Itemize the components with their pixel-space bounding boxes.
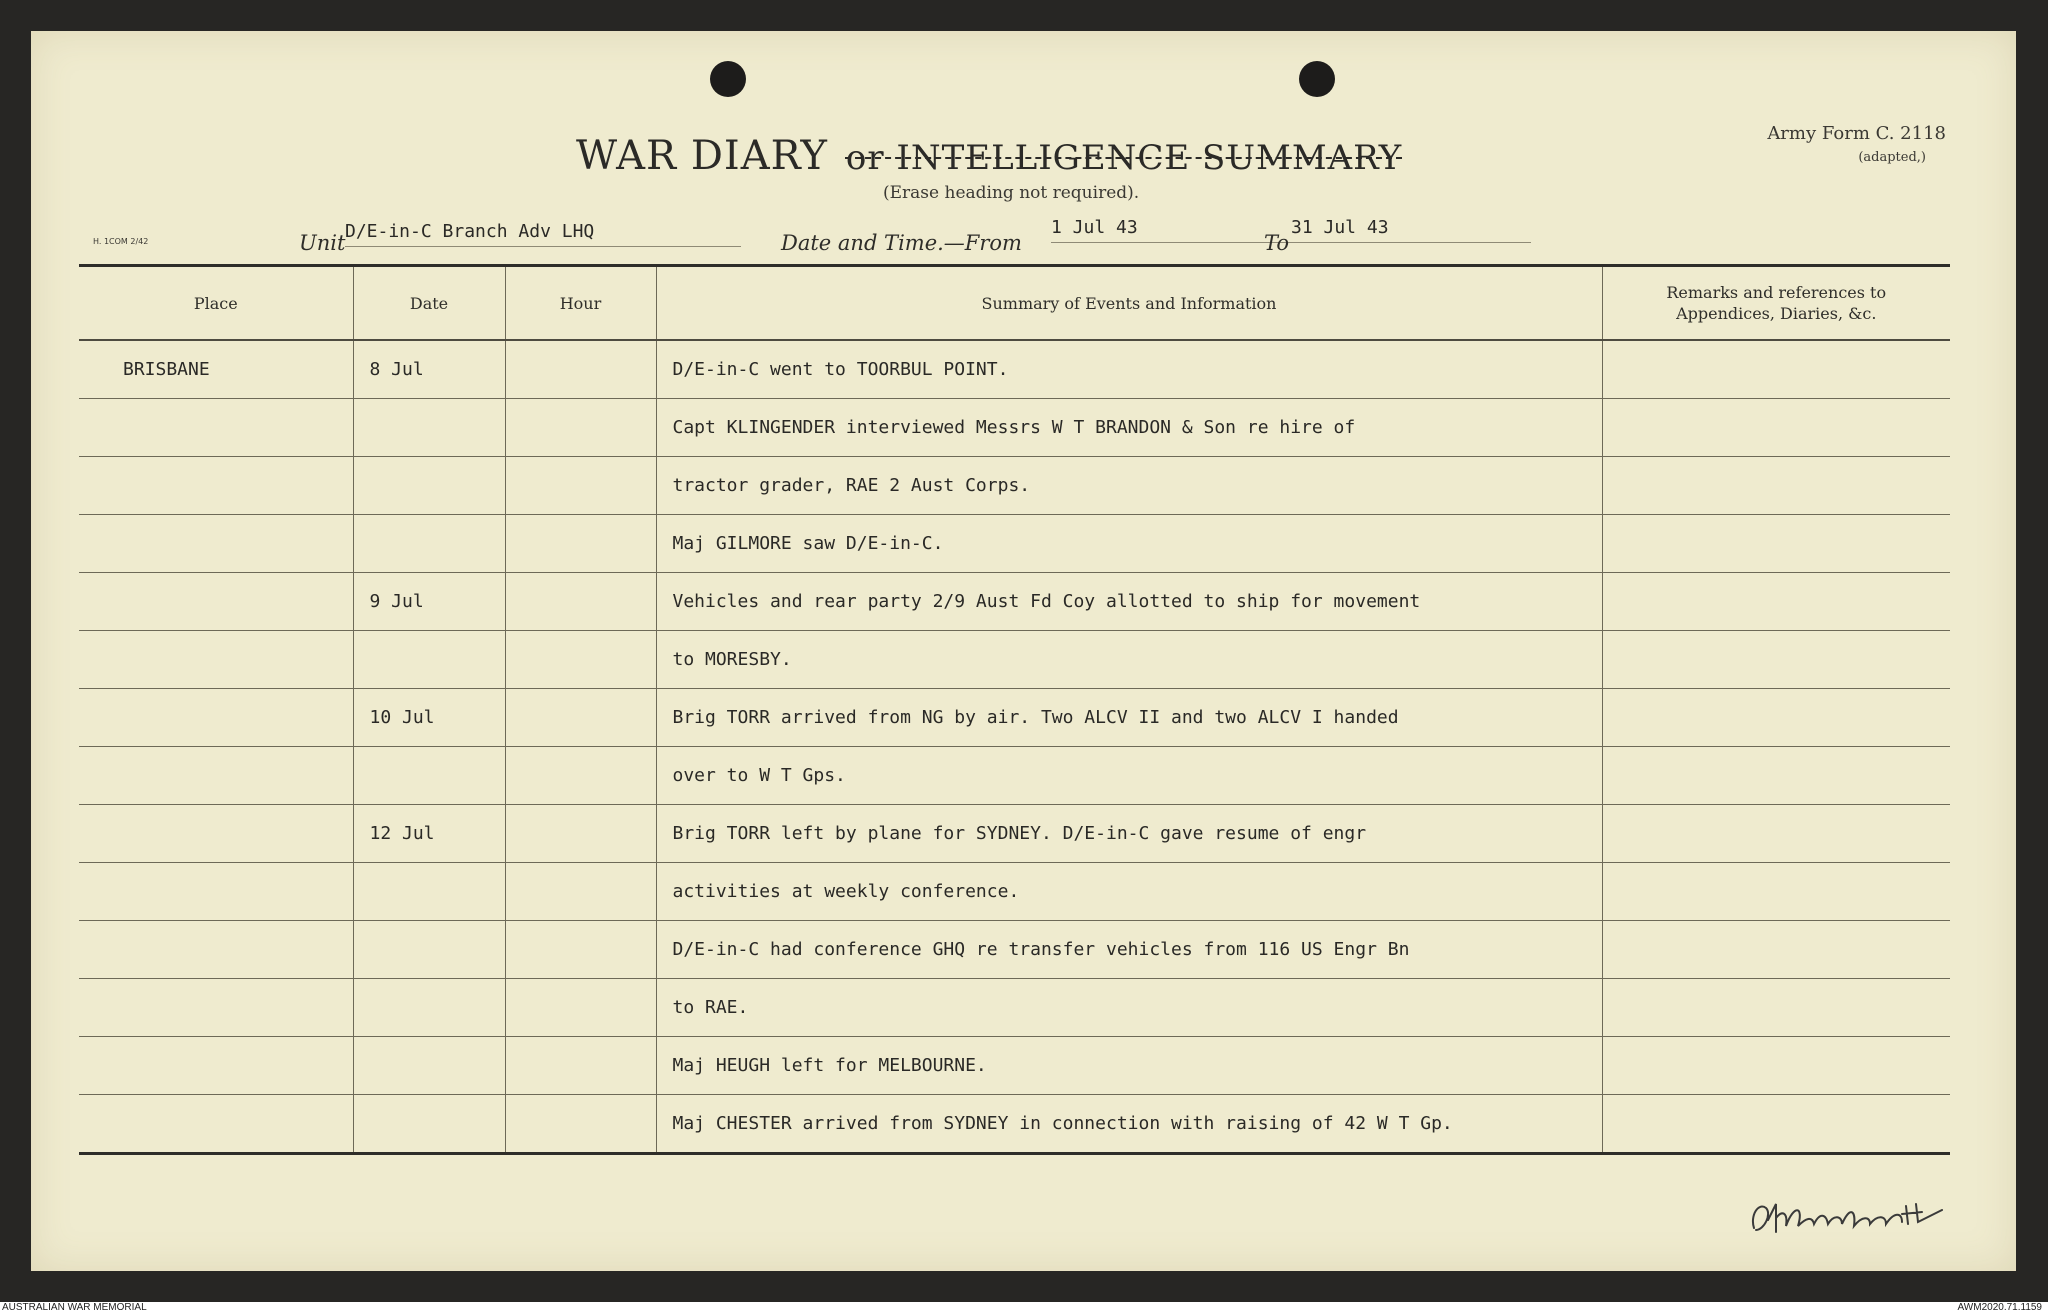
date-cell [353,1095,505,1154]
table-row [79,515,1950,573]
from-value: 1 Jul 43 [1051,217,1291,243]
hour-cell [505,921,656,979]
summary-cell: to RAE. [656,979,1602,1037]
place-cell [79,399,353,457]
place-cell [79,921,353,979]
date-cell: 10 Jul [353,689,505,747]
date-cell [353,747,505,805]
erase-note: (Erase heading not required). [883,183,1140,203]
diary-sheet [31,31,2016,1271]
place-cell [79,747,353,805]
date-cell: 9 Jul [353,573,505,631]
table-row [79,340,1950,399]
summary-cell: Maj HEUGH left for MELBOURNE. [656,1037,1602,1095]
summary-cell: D/E-in-C went to TOORBUL POINT. [656,340,1602,399]
hour-cell [505,515,656,573]
summary-cell: Maj CHESTER arrived from SYDNEY in connection with raising of 42 W T Gp. [656,1095,1602,1154]
place-cell [79,979,353,1037]
table-row [79,399,1950,457]
remarks-cell [1602,863,1950,921]
remarks-cell [1602,1095,1950,1154]
to-value: 31 Jul 43 [1291,217,1531,243]
remarks-cell [1602,457,1950,515]
hour-cell [505,1095,656,1154]
date-cell [353,515,505,573]
table-header-row [79,266,1950,341]
remarks-cell [1602,979,1950,1037]
unit-label: Unit [299,231,346,255]
hour-cell [505,747,656,805]
struck-title: or INTELLIGENCE SUMMARY [845,138,1403,178]
place-cell [79,1037,353,1095]
footer-source: AUSTRALIAN WAR MEMORIAL [2,1302,147,1313]
place-cell [79,1095,353,1154]
remarks-cell [1602,1037,1950,1095]
remarks-cell [1602,805,1950,863]
place-cell [79,805,353,863]
col-remarks [1602,266,1950,341]
from-label: Date and Time.—From [781,231,1022,255]
to-label: To [1264,231,1290,255]
col-date: Date [353,266,505,341]
hour-cell [505,1037,656,1095]
remarks-cell [1602,631,1950,689]
date-cell [353,979,505,1037]
place-cell: BRISBANE [79,340,353,399]
table-row [79,805,1950,863]
table-row [79,689,1950,747]
remarks-cell [1602,689,1950,747]
table-row [79,631,1950,689]
date-cell [353,1037,505,1095]
form-note: (adapted,) [1858,150,1926,165]
hour-cell [505,573,656,631]
summary-cell: Vehicles and rear party 2/9 Aust Fd Coy allotted to ship for movement [656,573,1602,631]
summary-cell: Brig TORR arrived from NG by air. Two ALCV II and two ALCV I handed [656,689,1602,747]
remarks-cell [1602,921,1950,979]
table-row [79,747,1950,805]
table-row [79,573,1950,631]
col-summary: Summary of Events and Information [656,266,1602,341]
remarks-cell [1602,399,1950,457]
table-row [79,863,1950,921]
hour-cell [505,340,656,399]
form-code: H. 1COM 2/42 [93,237,149,246]
place-cell [79,689,353,747]
place-cell [79,863,353,921]
col-hour: Hour [505,266,656,341]
hour-cell [505,631,656,689]
col-place: Place [79,266,353,341]
date-cell [353,921,505,979]
table-row [79,457,1950,515]
col-remarks-line2: Appendices, Diaries, &c. [1676,304,1877,323]
summary-cell: Capt KLINGENDER interviewed Messrs W T BRANDON & Son re hire of [656,399,1602,457]
place-cell [79,631,353,689]
diary-title: WAR DIARY [576,133,828,179]
place-cell [79,573,353,631]
diary-heading [576,133,1402,179]
hour-cell [505,457,656,515]
date-cell [353,631,505,689]
date-cell [353,863,505,921]
remarks-cell [1602,515,1950,573]
date-cell [353,399,505,457]
hour-cell [505,399,656,457]
punch-hole [1299,61,1335,97]
remarks-cell [1602,747,1950,805]
date-cell [353,457,505,515]
table-row [79,979,1950,1037]
summary-cell: over to W T Gps. [656,747,1602,805]
summary-cell: activities at weekly conference. [656,863,1602,921]
date-cell: 12 Jul [353,805,505,863]
hour-cell [505,689,656,747]
summary-cell: Maj GILMORE saw D/E-in-C. [656,515,1602,573]
army-form-reference [1767,123,1946,165]
summary-cell: tractor grader, RAE 2 Aust Corps. [656,457,1602,515]
form-name: Army Form C. 2118 [1767,123,1946,144]
col-remarks-line1: Remarks and references to [1666,283,1887,302]
remarks-cell [1602,340,1950,399]
date-cell: 8 Jul [353,340,505,399]
footer-reference: AWM2020.71.1159 [1957,1302,2042,1313]
table-row [79,1095,1950,1154]
unit-value: D/E-in-C Branch Adv LHQ [345,221,741,247]
table-row [79,1037,1950,1095]
summary-cell: to MORESBY. [656,631,1602,689]
hour-cell [505,979,656,1037]
remarks-cell [1602,573,1950,631]
summary-cell: D/E-in-C had conference GHQ re transfer vehicles from 116 US Engr Bn [656,921,1602,979]
hour-cell [505,863,656,921]
place-cell [79,457,353,515]
table-row [79,921,1950,979]
diary-table [79,264,1950,1155]
handwritten-signature [1746,1186,1946,1246]
summary-cell: Brig TORR left by plane for SYDNEY. D/E-in-C gave resume of engr [656,805,1602,863]
place-cell [79,515,353,573]
punch-hole [710,61,746,97]
hour-cell [505,805,656,863]
